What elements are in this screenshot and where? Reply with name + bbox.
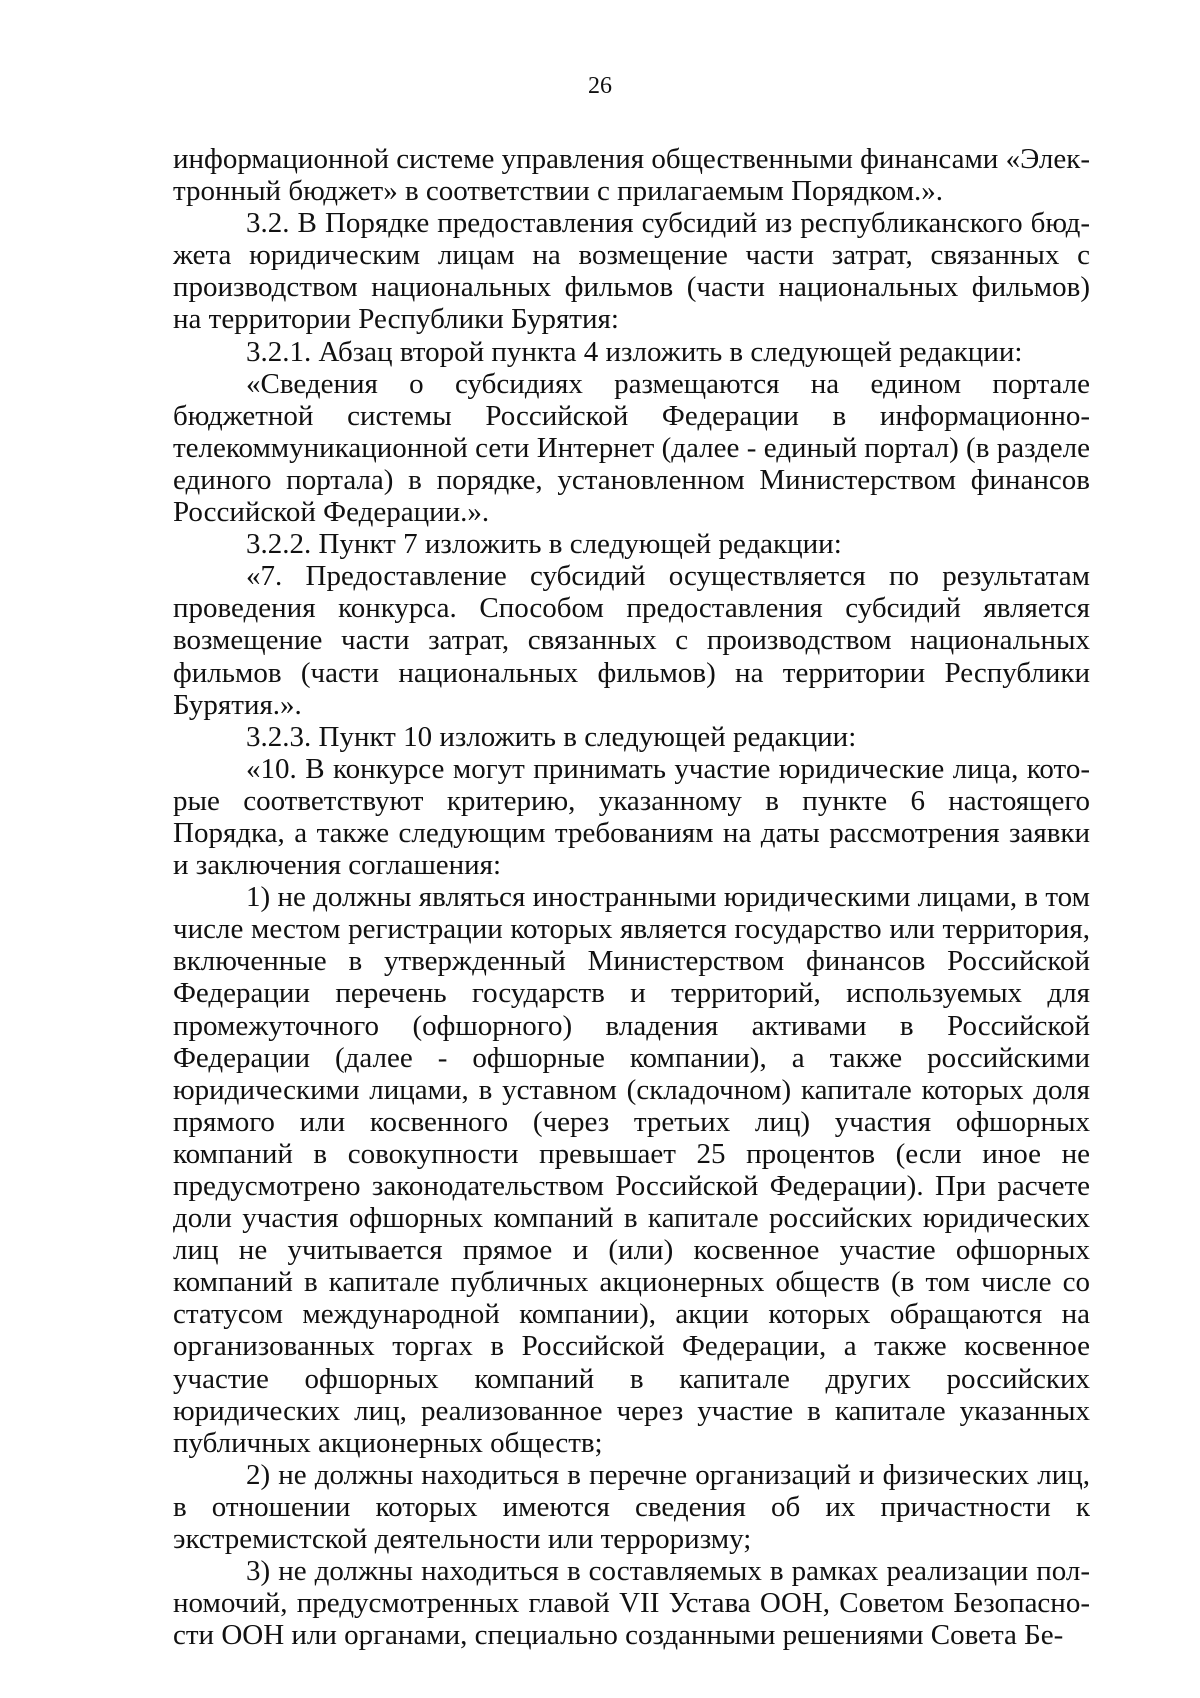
paragraph-3-2-3: 3.2.3. Пункт 10 изложить в следующей редакции: — [246, 720, 857, 753]
paragraph-continuation: информационной системе управления общественными финансами «Электронный бюджет» в соответствии с прилагаемым Порядком.». — [173, 143, 1090, 208]
list-item-2: 2) не должны находиться в перечне организаций и физических лиц, в отношении которых имеются сведения об их причастности к экстремистской деятельности или терроризму; — [173, 1458, 1090, 1556]
paragraph-quote-subsidies: «Сведения о субсидиях размещаются на едином портале бюджетной системы Российской Федерации в информационно-телекоммуникационной сети Интернет (далее - единый портал) (в разделе единого портала) в порядке, установленном Министерством финансов Российской Федерации.». — [173, 367, 1090, 529]
paragraph-3-2-1: 3.2.1. Абзац второй пункта 4 изложить в следующей редакции: — [246, 335, 1023, 368]
list-item-1: 1) не должны являться иностранными юридическими лицами, в том числе местом регистрации которых является государство или территория, включенные в утвержденный Министерством финансов Российской Федерации перечень государств и территорий, используемых для промежуточного (офшорного) владения активами в Российской Федерации (далее - офшорные компании), а также российскими юридическими лицами, в уставном (складочном) капитале которых доля прямого или косвенного (через третьих лиц) участия офшорных компаний в совокупности превышает 25 процентов (если иное не предусмотрено законодательством Российской Федерации). При расчете доли участия офшорных компаний в капитале российских юридических лиц не учитывается прямое и (или) косвенное участие офшорных компаний в капитале публичных акционерных обществ (в том числе со статусом международной компании), акции которых обращаются на организованных торгах в Российской Федерации, а также косвенное участие офшорных компаний в капитале других российских юридических лиц, реализованное через участие в капитале указанных публичных акционерных обществ; — [173, 881, 1090, 1459]
list-item-3: 3) не должны находиться в составляемых в рамках реализации полномочий, предусмотренных главой VII Устава ООН, Советом Безопасности ООН или органами, специально созданными решениями Совета Бе- — [173, 1555, 1090, 1652]
paragraph-3-2: 3.2. В Порядке предоставления субсидий из республиканского бюджета юридическим лицам на возмещение части затрат, связанных с производством национальных фильмов (части национальных фильмов) на территории Республики Бурятия: — [173, 207, 1090, 336]
page-number: 26 — [588, 73, 612, 99]
paragraph-quote-point-7: «7. Предоставление субсидий осуществляется по результатам проведения конкурса. Способом предоставления субсидий является возмещение части затрат, связанных с производством национальных фильмов (части национальных фильмов) на территории Республики Бурятия.». — [173, 560, 1090, 721]
document-body — [173, 143, 1090, 1651]
paragraph-quote-point-10: «10. В конкурсе могут принимать участие юридические лица, которые соответствуют критерию, указанному в пункте 6 настоящего Порядка, а также следующим требованиям на даты рассмотрения заявки и заключения соглашения: — [173, 752, 1090, 882]
paragraph-3-2-2: 3.2.2. Пункт 7 изложить в следующей редакции: — [246, 528, 842, 561]
